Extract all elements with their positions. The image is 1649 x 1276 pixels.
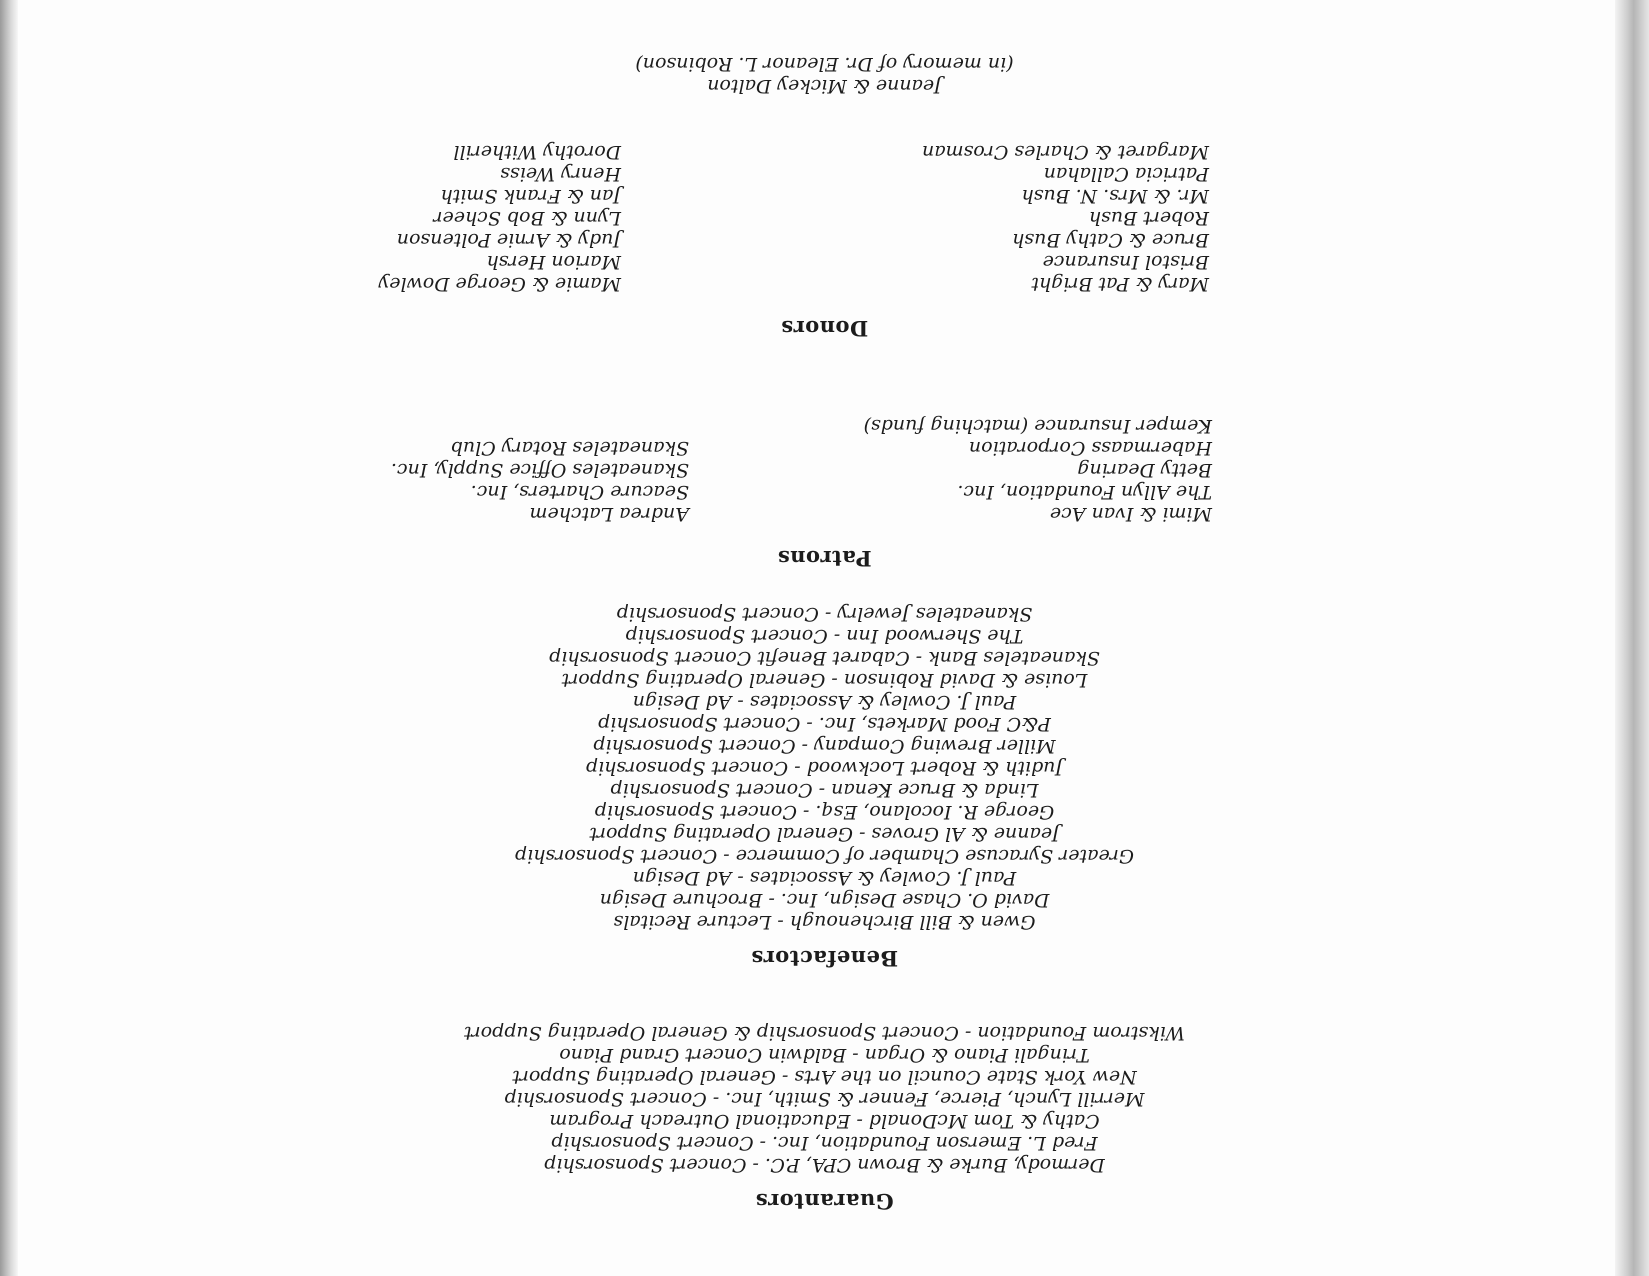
donor-memorial-note: (in memory of Dr. Eleanor L. Robinson) xyxy=(635,53,1014,75)
donor-item: Jeanne & Mickey Dalton xyxy=(707,75,942,97)
donors-column-right xyxy=(379,141,622,295)
patron-item: Seacure Charters, Inc. xyxy=(470,481,689,503)
donor-item: Mary & Pat Bright xyxy=(1031,273,1209,295)
donor-item: Judy & Arnie Poltenson xyxy=(396,229,621,251)
patron-item: Kemper Insurance (matching funds) xyxy=(863,415,1212,437)
patrons-section xyxy=(0,401,1649,571)
donor-item: Patricia Callahan xyxy=(1043,163,1209,185)
benefactor-item: The Sherwood Inn - Concert Sponsorship xyxy=(625,625,1024,647)
donor-item: Lynn & Bob Scheer xyxy=(433,207,621,229)
benefactors-list xyxy=(0,603,1649,933)
donor-item: Margaret & Charles Crosman xyxy=(922,141,1209,163)
patrons-heading: Patrons xyxy=(777,546,872,571)
guarantor-item: Dermody, Burke & Brown CPA, P.C. - Concert Sponsorship xyxy=(544,1154,1105,1176)
donor-item: Dorothy Witherill xyxy=(453,141,621,163)
patron-item: Skaneateles Rotary Club xyxy=(450,437,689,459)
benefactor-item: George R. Iocolano, Esq. - Concert Sponsorship xyxy=(594,801,1055,823)
donor-item: Bristol Insurance xyxy=(1042,251,1209,273)
donor-item: Jan & Frank Smith xyxy=(440,185,621,207)
guarantor-item: Cathy & Tom McDonald - Educational Outreach Program xyxy=(549,1110,1100,1132)
guarantor-item: Merrill Lynch, Pierce, Fenner & Smith, Inc. - Concert Sponsorship xyxy=(504,1088,1145,1110)
patron-item: Skaneateles Office Supply, Inc. xyxy=(390,459,689,481)
benefactor-item: Gwen & Bill Birchenough - Lecture Recitals xyxy=(613,911,1036,933)
guarantor-item: Fred L. Emerson Foundation, Inc. - Concert Sponsorship xyxy=(551,1132,1098,1154)
patron-item: The Allyn Foundation, Inc. xyxy=(957,481,1212,503)
donors-heading: Donors xyxy=(780,316,869,341)
guarantors-section xyxy=(0,1022,1649,1214)
benefactor-item: David O. Chase Design, Inc. - Brochure Design xyxy=(599,889,1050,911)
donor-item: Marion Hersh xyxy=(486,251,621,273)
patron-item: Betty Dearing xyxy=(1077,459,1212,481)
guarantor-item: Wikstrom Foundation - Concert Sponsorship & General Operating Support xyxy=(463,1022,1186,1044)
benefactors-heading: Benefactors xyxy=(750,946,899,971)
benefactors-section xyxy=(0,603,1649,971)
benefactor-item: Greater Syracuse Chamber of Commerce - Concert Sponsorship xyxy=(515,845,1134,867)
benefactor-item: Linda & Bruce Kenan - Concert Sponsorship xyxy=(610,779,1039,801)
page-edge-right xyxy=(1615,0,1649,1276)
donors-section xyxy=(0,41,1649,341)
benefactor-item: P&C Food Markets, Inc. - Concert Sponsorship xyxy=(598,713,1051,735)
patron-item: Mimi & Ivan Ace xyxy=(1049,503,1212,525)
benefactor-item: Judith & Robert Lockwood - Concert Sponsorship xyxy=(585,757,1064,779)
donor-item: Bruce & Cathy Bush xyxy=(1012,229,1209,251)
benefactor-item: Skaneateles Jewelry - Concert Sponsorship xyxy=(616,603,1033,625)
donors-column-left xyxy=(922,141,1209,295)
guarantor-item: New York State Council on the Arts - General Operating Support xyxy=(512,1066,1137,1088)
donor-item: Henry Weiss xyxy=(500,163,621,185)
donor-item: Mr. & Mrs. N. Bush xyxy=(1021,185,1209,207)
benefactor-item: Skaneateles Bank - Cabaret Benefit Concert Sponsorship xyxy=(549,647,1100,669)
guarantor-item: Tringali Piano & Organ - Baldwin Concert Grand Piano xyxy=(559,1044,1090,1066)
benefactor-item: Paul J. Cowley & Associates - Ad Design xyxy=(632,867,1017,889)
benefactor-item: Paul J. Cowley & Associates - Ad Design xyxy=(632,691,1017,713)
guarantors-list xyxy=(0,1022,1649,1176)
guarantors-heading: Guarantors xyxy=(755,1189,894,1214)
patron-item: Andrea Latchem xyxy=(529,503,689,525)
donors-memorial xyxy=(0,53,1649,97)
benefactor-item: Miller Brewing Company - Concert Sponsorship xyxy=(593,735,1056,757)
patron-item: Habermaass Corporation xyxy=(968,437,1212,459)
benefactor-item: Louise & David Robinson - General Operating Support xyxy=(561,669,1088,691)
donor-item: Robert Bush xyxy=(1088,207,1209,229)
benefactor-item: Jeanne & Al Groves - General Operating Support xyxy=(589,823,1060,845)
patrons-column-left xyxy=(864,415,1212,525)
patrons-column-right xyxy=(391,437,689,525)
donor-item: Mamie & George Dowley xyxy=(378,273,621,295)
